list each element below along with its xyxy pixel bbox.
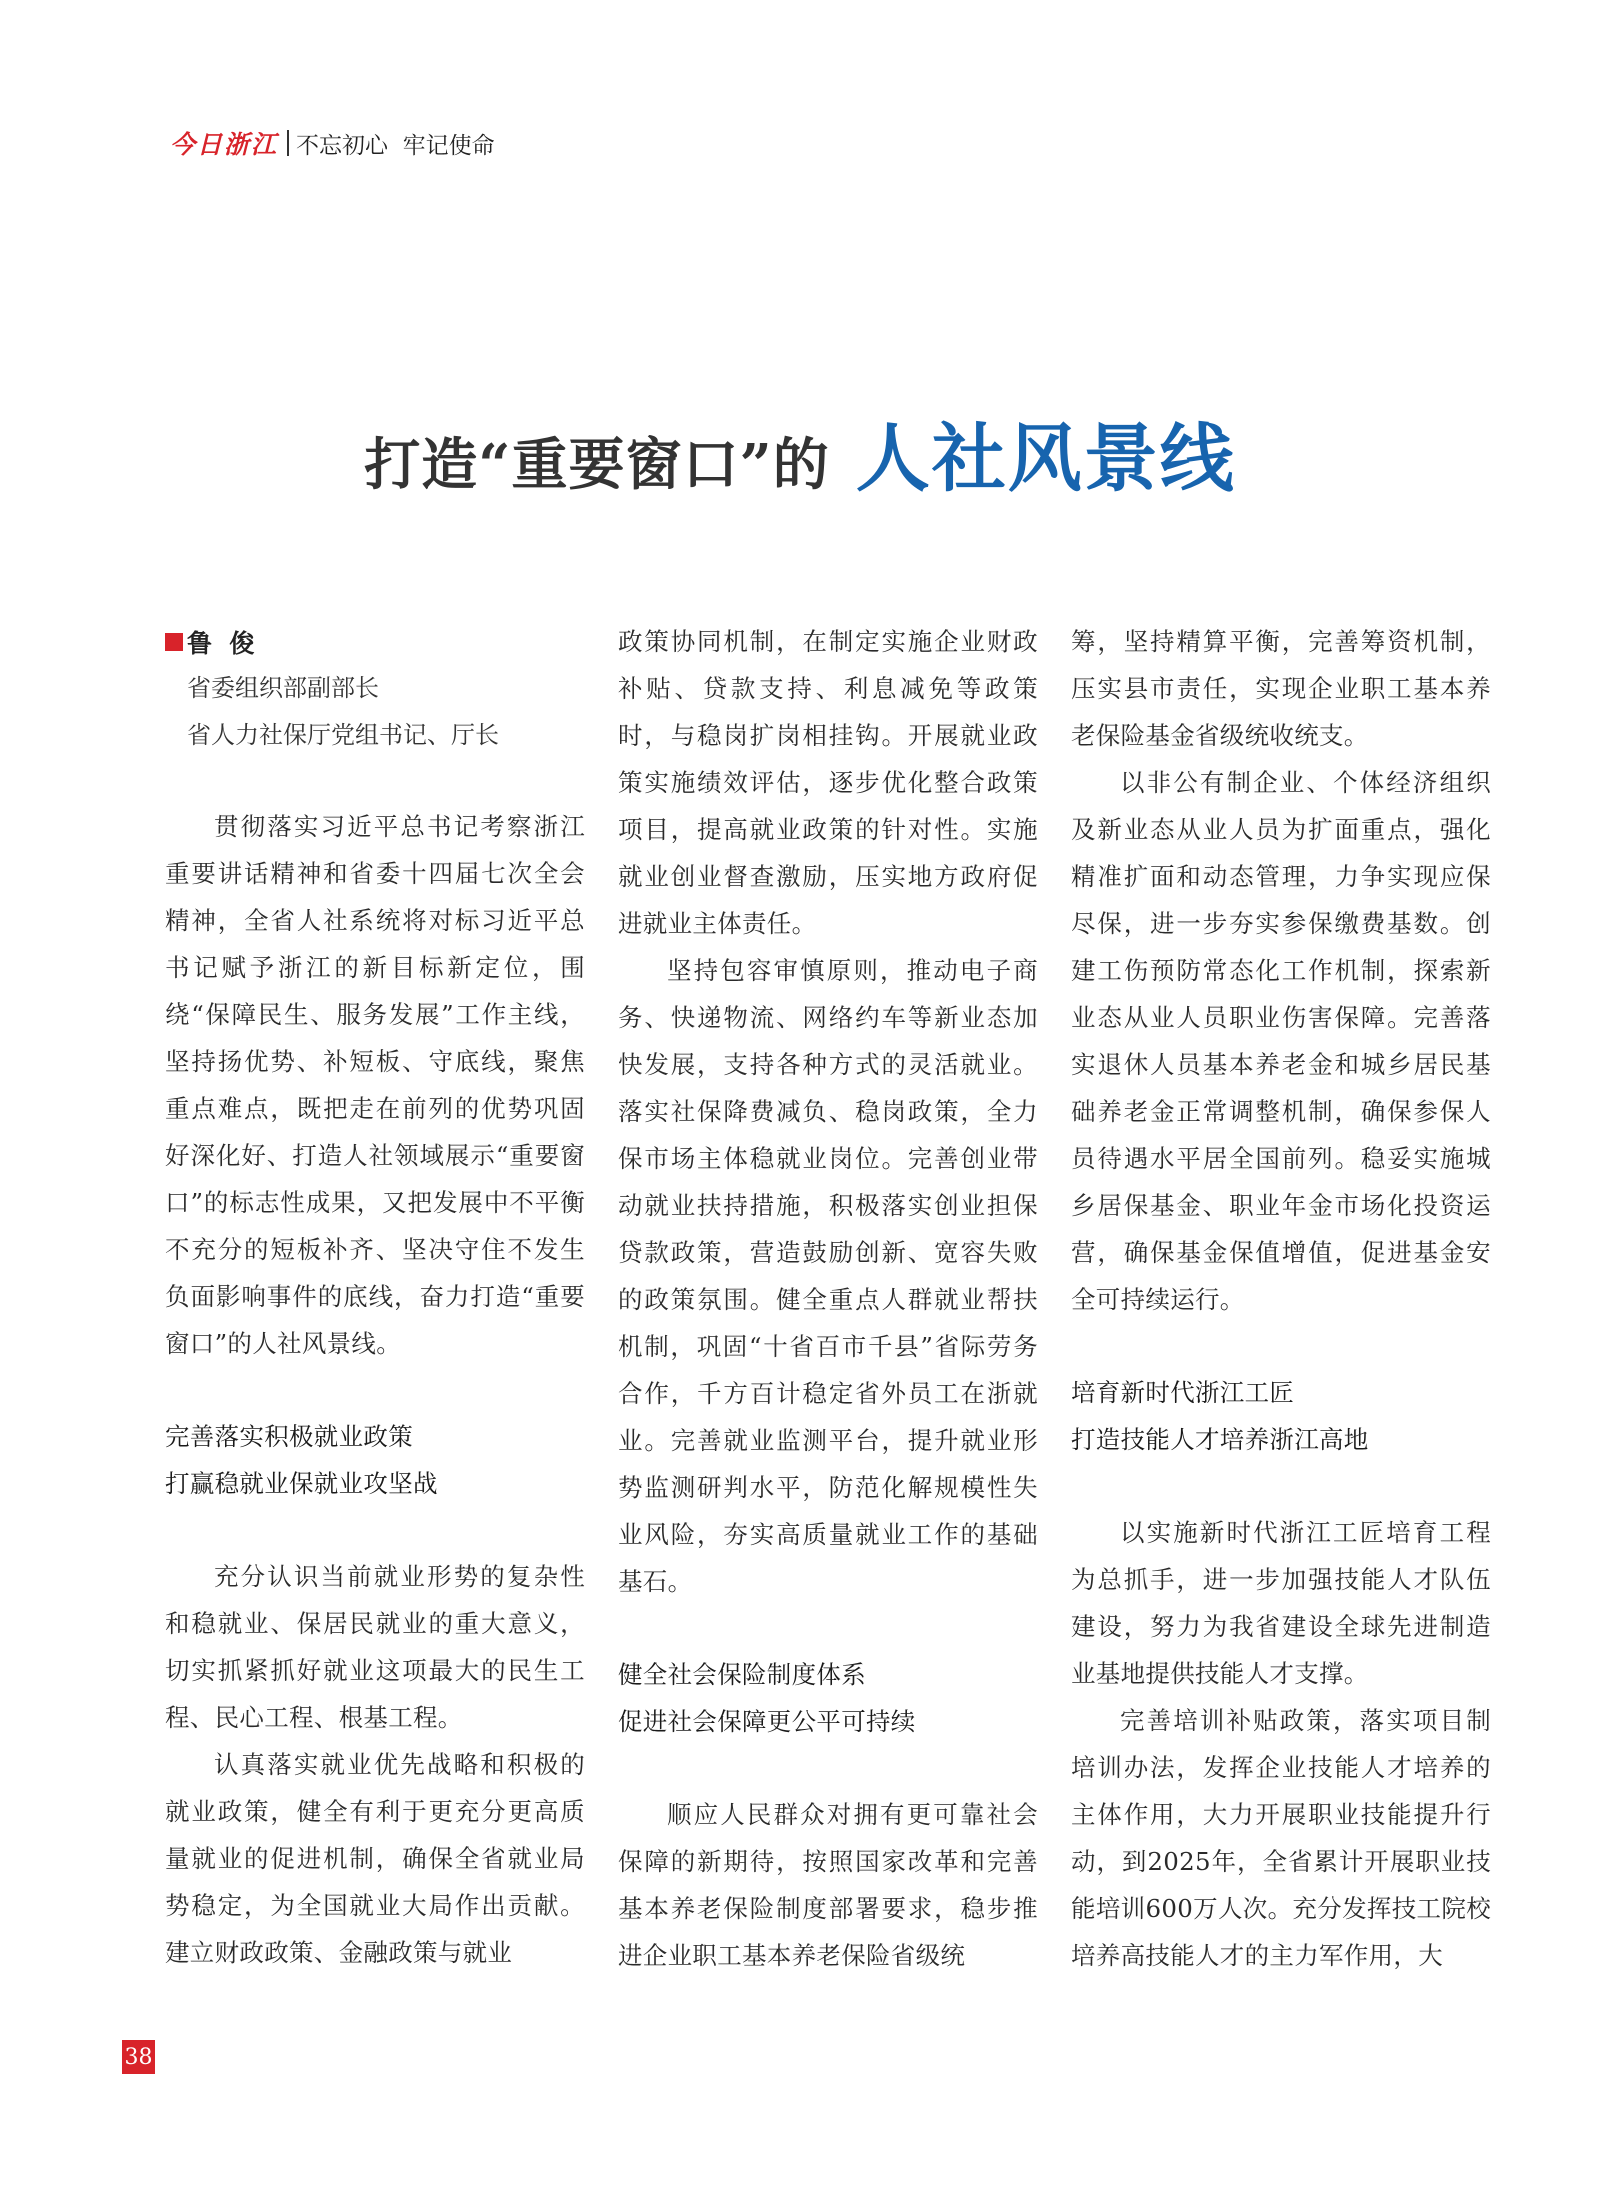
body-paragraph: 筹，坚持精算平衡，完善筹资机制，压实县市责任，实现企业职工基本养老保险基金省级统收统支。 — [1071, 627, 1491, 750]
section-heading-line: 完善落实积极就业政策 — [165, 1422, 413, 1451]
article-title — [0, 400, 1600, 506]
header-motto: 不忘初心 牢记使命 — [296, 132, 495, 159]
title-part-2: 人社风景线 — [855, 416, 1236, 502]
section-heading-line: 打造技能人才培养浙江高地 — [1071, 1425, 1369, 1454]
author-role: 省委组织部副部长 — [187, 674, 379, 702]
section-heading-line: 促进社会保障更公平可持续 — [618, 1707, 916, 1736]
column-2 — [618, 618, 1038, 1979]
section-heading-line: 培育新时代浙江工匠 — [1071, 1378, 1295, 1407]
brand-logo: 今日浙江 — [170, 130, 279, 159]
body-paragraph: 认真落实就业优先战略和积极的就业政策，健全有利于更充分更高质量就业的促进机制，确保全省就业局势稳定，为全国就业大局作出贡献。建立财政政策、金融政策与就业 — [165, 1750, 585, 1967]
author-byline — [165, 618, 585, 665]
body-paragraph: 政策协同机制，在制定实施企业财政补贴、贷款支持、利息减免等政策时，与稳岗扩岗相挂钩。开展就业政策实施绩效评估，逐步优化整合政策项目，提高就业政策的针对性。实施就业创业督查激励，压实地方政府促进就业主体责任。 — [618, 627, 1038, 938]
header-divider — [287, 130, 289, 156]
running-header — [170, 126, 495, 160]
body-paragraph: 充分认识当前就业形势的复杂性和稳就业、保居民就业的重大意义，切实抓紧抓好就业这项最大的民生工程、民心工程、根基工程。 — [165, 1562, 585, 1732]
section-heading-line: 打赢稳就业保就业攻坚战 — [165, 1469, 438, 1498]
spacer — [165, 759, 585, 803]
body-paragraph: 坚持包容审慎原则，推动电子商务、快递物流、网络约车等新业态加快发展，支持各种方式的灵活就业。落实社保降费减负、稳岗政策，全力保市场主体稳就业岗位。完善创业带动就业扶持措施，积极落实创业担保贷款政策，营造鼓励创新、宽容失败的政策氛围。健全重点人群就业帮扶机制，巩固“十省百市千县”省际劳务合作，千方百计稳定省外员工在浙就业。完善就业监测平台，提升就业形势监测研判水平，防范化解规模性失业风险，夯实高质量就业工作的基础基石。 — [618, 956, 1038, 1596]
body-paragraph: 顺应人民群众对拥有更可靠社会保障的新期待，按照国家改革和完善基本养老保险制度部署要求，稳步推进企业职工基本养老保险省级统 — [618, 1800, 1038, 1970]
section-heading-line: 健全社会保险制度体系 — [618, 1660, 866, 1689]
body-paragraph: 以非公有制企业、个体经济组织及新业态从业人员为扩面重点，强化精准扩面和动态管理，力争实现应保尽保，进一步夯实参保缴费基数。创建工伤预防常态化工作机制，探索新业态从业人员职业伤害保障。完善落实退休人员基本养老金和城乡居民基础养老金正常调整机制，确保参保人员待遇水平居全国前列。稳妥实施城乡居保基金、职业年金市场化投资运营，确保基金保值增值，促进基金安全可持续运行。 — [1071, 768, 1491, 1314]
body-paragraph: 以实施新时代浙江工匠培育工程为总抓手，进一步加强技能人才队伍建设，努力为我省建设全球先进制造业基地提供技能人才支撑。 — [1071, 1518, 1491, 1688]
title-part-1: 打造“重要窗口”的 — [364, 432, 830, 498]
author-role: 省人力社保厅党组书记、厅长 — [187, 721, 499, 749]
author-marker — [165, 633, 183, 651]
column-3 — [1071, 618, 1491, 1979]
intro-paragraph: 贯彻落实习近平总书记考察浙江重要讲话精神和省委十四届七次全会精神，全省人社系统将对标习近平总书记赋予浙江的新目标新定位，围绕“保障民生、服务发展”工作主线，坚持扬优势、补短板、守底线，聚焦重点难点，既把走在前列的优势巩固好深化好、打造人社领域展示“重要窗口”的标志性成果，又把发展中不平衡不充分的短板补齐、坚决守住不发生负面影响事件的底线，奋力打造“重要窗口”的人社风景线。 — [165, 812, 585, 1358]
author-name: 鲁 俊 — [187, 628, 255, 658]
column-1 — [165, 618, 585, 1976]
body-paragraph: 完善培训补贴政策，落实项目制培训办法，发挥企业技能人才培养的主体作用，大力开展职业技能提升行动，到2025年，全省累计开展职业技能培训600万人次。充分发挥技工院校培养高技能人才的主力军作用，大 — [1071, 1706, 1491, 1970]
page-number: 38 — [122, 2040, 155, 2074]
